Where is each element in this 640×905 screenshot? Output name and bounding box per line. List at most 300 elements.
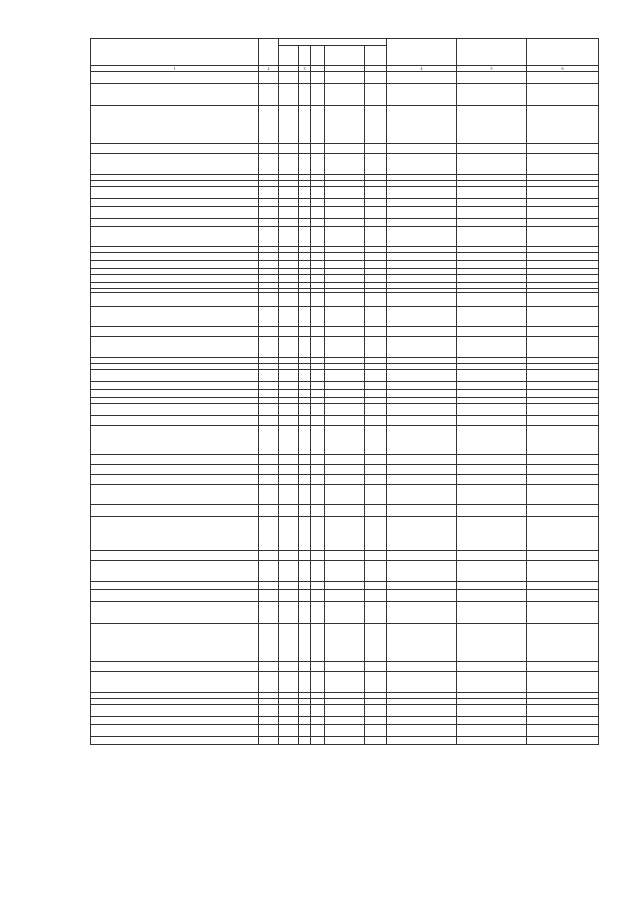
cell-name: [91, 261, 259, 269]
cell-unexecuted: [527, 337, 599, 358]
cell-section: [299, 404, 311, 416]
cell-unexecuted: [527, 404, 599, 416]
cell-code: [259, 84, 279, 106]
cell-name: [91, 455, 259, 465]
cell-target: [325, 517, 365, 551]
cell-code: [259, 465, 279, 475]
cell-chief: [279, 624, 299, 662]
cell-target: [325, 390, 365, 398]
cell-section: [299, 187, 311, 199]
table-row: [91, 725, 599, 737]
cell-section: [299, 475, 311, 485]
cell-approved: [387, 382, 457, 390]
cell-name: [91, 582, 259, 590]
cell-chief: [279, 253, 299, 261]
cell-type: [365, 327, 387, 337]
cell-target: [325, 737, 365, 745]
cell-executed: [457, 307, 527, 327]
cell-section: [299, 737, 311, 745]
cell-subsection: [311, 705, 325, 717]
cell-target: [325, 662, 365, 672]
cell-name: [91, 705, 259, 717]
table-row: [91, 582, 599, 590]
cell-section: [299, 485, 311, 505]
cell-approved: [387, 84, 457, 106]
cell-chief: [279, 505, 299, 517]
cell-target: [325, 199, 365, 207]
cell-chief: [279, 106, 299, 144]
cell-unexecuted: [527, 327, 599, 337]
cell-executed: [457, 227, 527, 247]
cell-type: [365, 275, 387, 283]
cell-target: [325, 154, 365, 175]
cell-executed: [457, 199, 527, 207]
cell-name: [91, 404, 259, 416]
cell-approved: [387, 705, 457, 717]
cell-executed: [457, 382, 527, 390]
cell-executed: [457, 72, 527, 84]
cell-type: [365, 337, 387, 358]
cell-executed: [457, 106, 527, 144]
cell-chief: [279, 307, 299, 327]
cell-target: [325, 561, 365, 582]
cell-name: [91, 154, 259, 175]
cell-executed: [457, 390, 527, 398]
cell-type: [365, 725, 387, 737]
cell-chief: [279, 551, 299, 561]
cell-section: [299, 624, 311, 662]
cell-code: [259, 106, 279, 144]
cell-executed: [457, 337, 527, 358]
cell-subsection: [311, 227, 325, 247]
cell-unexecuted: [527, 227, 599, 247]
cell-code: [259, 275, 279, 283]
cell-executed: [457, 737, 527, 745]
cell-code: [259, 390, 279, 398]
cell-chief: [279, 416, 299, 426]
cell-executed: [457, 590, 527, 602]
cell-name: [91, 275, 259, 283]
cell-name: [91, 390, 259, 398]
cell-executed: [457, 207, 527, 219]
cell-approved: [387, 561, 457, 582]
cell-approved: [387, 261, 457, 269]
cell-approved: [387, 207, 457, 219]
cell-chief: [279, 705, 299, 717]
cell-subsection: [311, 551, 325, 561]
cell-section: [299, 219, 311, 227]
cell-name: [91, 717, 259, 725]
cell-unexecuted: [527, 737, 599, 745]
col-code: [259, 39, 279, 66]
cell-code: [259, 219, 279, 227]
cell-type: [365, 187, 387, 199]
cell-section: [299, 465, 311, 475]
cell-name: [91, 662, 259, 672]
cell-approved: [387, 465, 457, 475]
cell-approved: [387, 602, 457, 624]
cell-subsection: [311, 327, 325, 337]
cell-unexecuted: [527, 725, 599, 737]
cell-executed: [457, 485, 527, 505]
cell-section: [299, 144, 311, 154]
cell-code: [259, 72, 279, 84]
table-row: [91, 551, 599, 561]
cell-subsection: [311, 426, 325, 455]
cell-unexecuted: [527, 187, 599, 199]
col-subsection: [311, 46, 325, 66]
cell-type: [365, 737, 387, 745]
table-row: [91, 275, 599, 283]
cell-code: [259, 187, 279, 199]
cell-type: [365, 84, 387, 106]
cell-approved: [387, 455, 457, 465]
cell-approved: [387, 219, 457, 227]
cell-chief: [279, 404, 299, 416]
cell-type: [365, 662, 387, 672]
cell-chief: [279, 72, 299, 84]
table-row: [91, 382, 599, 390]
cell-code: [259, 253, 279, 261]
cell-target: [325, 207, 365, 219]
cell-subsection: [311, 207, 325, 219]
table-row: [91, 307, 599, 327]
cell-name: [91, 551, 259, 561]
cell-code: [259, 717, 279, 725]
cell-approved: [387, 307, 457, 327]
cell-subsection: [311, 662, 325, 672]
cell-type: [365, 307, 387, 327]
cell-chief: [279, 485, 299, 505]
table-row: [91, 261, 599, 269]
cell-approved: [387, 737, 457, 745]
cell-type: [365, 475, 387, 485]
cell-unexecuted: [527, 199, 599, 207]
cell-section: [299, 293, 311, 307]
cell-approved: [387, 624, 457, 662]
cell-section: [299, 207, 311, 219]
cell-unexecuted: [527, 485, 599, 505]
cell-type: [365, 404, 387, 416]
cell-target: [325, 337, 365, 358]
cell-approved: [387, 390, 457, 398]
cell-approved: [387, 154, 457, 175]
cell-target: [325, 307, 365, 327]
table-row: [91, 154, 599, 175]
cell-code: [259, 551, 279, 561]
cell-executed: [457, 187, 527, 199]
table-row: [91, 106, 599, 144]
cell-subsection: [311, 253, 325, 261]
cell-subsection: [311, 275, 325, 283]
cell-unexecuted: [527, 465, 599, 475]
cell-type: [365, 582, 387, 590]
table-row: [91, 404, 599, 416]
cell-type: [365, 154, 387, 175]
cell-target: [325, 725, 365, 737]
table-row: [91, 455, 599, 465]
cell-chief: [279, 382, 299, 390]
cell-target: [325, 84, 365, 106]
cell-type: [365, 390, 387, 398]
table-row: [91, 416, 599, 426]
cell-section: [299, 551, 311, 561]
cell-unexecuted: [527, 590, 599, 602]
cell-type: [365, 207, 387, 219]
cell-chief: [279, 475, 299, 485]
cell-executed: [457, 505, 527, 517]
cell-chief: [279, 370, 299, 382]
column-number: 3: [299, 66, 311, 72]
cell-executed: [457, 84, 527, 106]
cell-executed: [457, 455, 527, 465]
cell-target: [325, 717, 365, 725]
cell-executed: [457, 662, 527, 672]
cell-subsection: [311, 590, 325, 602]
cell-target: [325, 551, 365, 561]
cell-chief: [279, 327, 299, 337]
cell-type: [365, 705, 387, 717]
cell-unexecuted: [527, 307, 599, 327]
cell-chief: [279, 207, 299, 219]
cell-target: [325, 602, 365, 624]
cell-executed: [457, 725, 527, 737]
cell-code: [259, 293, 279, 307]
cell-chief: [279, 455, 299, 465]
cell-approved: [387, 505, 457, 517]
cell-unexecuted: [527, 717, 599, 725]
cell-type: [365, 551, 387, 561]
cell-chief: [279, 293, 299, 307]
cell-code: [259, 590, 279, 602]
cell-approved: [387, 227, 457, 247]
table-row: [91, 475, 599, 485]
cell-unexecuted: [527, 382, 599, 390]
cell-section: [299, 154, 311, 175]
cell-subsection: [311, 219, 325, 227]
cell-name: [91, 72, 259, 84]
cell-chief: [279, 602, 299, 624]
cell-code: [259, 327, 279, 337]
cell-code: [259, 662, 279, 672]
cell-approved: [387, 426, 457, 455]
table-row: [91, 717, 599, 725]
cell-target: [325, 485, 365, 505]
cell-type: [365, 219, 387, 227]
table-row: [91, 426, 599, 455]
cell-approved: [387, 672, 457, 693]
cell-type: [365, 485, 387, 505]
cell-section: [299, 426, 311, 455]
cell-approved: [387, 144, 457, 154]
cell-type: [365, 426, 387, 455]
cell-code: [259, 672, 279, 693]
cell-name: [91, 382, 259, 390]
cell-chief: [279, 219, 299, 227]
cell-subsection: [311, 465, 325, 475]
cell-unexecuted: [527, 517, 599, 551]
cell-name: [91, 561, 259, 582]
table-row: [91, 602, 599, 624]
cell-subsection: [311, 187, 325, 199]
cell-name: [91, 416, 259, 426]
cell-type: [365, 717, 387, 725]
cell-section: [299, 275, 311, 283]
cell-approved: [387, 72, 457, 84]
cell-target: [325, 455, 365, 465]
cell-subsection: [311, 144, 325, 154]
cell-name: [91, 426, 259, 455]
cell-target: [325, 705, 365, 717]
cell-type: [365, 517, 387, 551]
cell-subsection: [311, 382, 325, 390]
cell-code: [259, 207, 279, 219]
cell-executed: [457, 717, 527, 725]
cell-executed: [457, 426, 527, 455]
cell-code: [259, 307, 279, 327]
cell-executed: [457, 219, 527, 227]
cell-code: [259, 370, 279, 382]
cell-target: [325, 582, 365, 590]
cell-target: [325, 144, 365, 154]
cell-subsection: [311, 455, 325, 465]
cell-unexecuted: [527, 261, 599, 269]
cell-target: [325, 404, 365, 416]
cell-subsection: [311, 416, 325, 426]
cell-name: [91, 725, 259, 737]
cell-code: [259, 154, 279, 175]
cell-section: [299, 199, 311, 207]
table-row: [91, 327, 599, 337]
cell-approved: [387, 475, 457, 485]
cell-type: [365, 293, 387, 307]
cell-executed: [457, 253, 527, 261]
cell-chief: [279, 84, 299, 106]
cell-subsection: [311, 505, 325, 517]
cell-name: [91, 624, 259, 662]
cell-approved: [387, 416, 457, 426]
cell-approved: [387, 517, 457, 551]
table-row: [91, 293, 599, 307]
cell-target: [325, 72, 365, 84]
cell-executed: [457, 672, 527, 693]
cell-subsection: [311, 624, 325, 662]
cell-executed: [457, 465, 527, 475]
cell-chief: [279, 390, 299, 398]
cell-type: [365, 261, 387, 269]
column-number: 2: [259, 66, 279, 72]
cell-code: [259, 705, 279, 717]
cell-name: [91, 475, 259, 485]
cell-name: [91, 293, 259, 307]
table-row: [91, 705, 599, 717]
cell-chief: [279, 672, 299, 693]
cell-unexecuted: [527, 455, 599, 465]
cell-section: [299, 662, 311, 672]
cell-section: [299, 72, 311, 84]
cell-name: [91, 307, 259, 327]
col-chief: [279, 46, 299, 66]
cell-unexecuted: [527, 144, 599, 154]
column-number: 5: [457, 66, 527, 72]
cell-section: [299, 582, 311, 590]
cell-executed: [457, 416, 527, 426]
cell-chief: [279, 517, 299, 551]
cell-section: [299, 455, 311, 465]
cell-target: [325, 370, 365, 382]
cell-unexecuted: [527, 390, 599, 398]
cell-unexecuted: [527, 602, 599, 624]
cell-chief: [279, 725, 299, 737]
cell-type: [365, 253, 387, 261]
cell-chief: [279, 261, 299, 269]
cell-name: [91, 187, 259, 199]
cell-name: [91, 84, 259, 106]
cell-subsection: [311, 602, 325, 624]
cell-unexecuted: [527, 154, 599, 175]
cell-target: [325, 624, 365, 662]
cell-target: [325, 382, 365, 390]
cell-type: [365, 624, 387, 662]
cell-target: [325, 106, 365, 144]
cell-name: [91, 144, 259, 154]
col-target: [325, 46, 365, 66]
cell-approved: [387, 327, 457, 337]
cell-approved: [387, 253, 457, 261]
cell-section: [299, 382, 311, 390]
cell-subsection: [311, 717, 325, 725]
cell-subsection: [311, 307, 325, 327]
cell-executed: [457, 475, 527, 485]
cell-code: [259, 144, 279, 154]
cell-subsection: [311, 199, 325, 207]
cell-section: [299, 227, 311, 247]
table-row: [91, 505, 599, 517]
cell-target: [325, 187, 365, 199]
cell-target: [325, 505, 365, 517]
cell-section: [299, 416, 311, 426]
cell-executed: [457, 327, 527, 337]
cell-type: [365, 370, 387, 382]
table-row: [91, 517, 599, 551]
cell-target: [325, 672, 365, 693]
cell-executed: [457, 261, 527, 269]
cell-name: [91, 602, 259, 624]
cell-target: [325, 261, 365, 269]
cell-code: [259, 261, 279, 269]
cell-approved: [387, 187, 457, 199]
cell-chief: [279, 144, 299, 154]
cell-name: [91, 505, 259, 517]
table-row: [91, 84, 599, 106]
cell-section: [299, 370, 311, 382]
cell-code: [259, 517, 279, 551]
table-row: [91, 485, 599, 505]
cell-target: [325, 590, 365, 602]
col-name: [91, 39, 259, 66]
cell-unexecuted: [527, 207, 599, 219]
col-section: [299, 46, 311, 66]
column-number: 1: [91, 66, 259, 72]
cell-subsection: [311, 370, 325, 382]
cell-name: [91, 337, 259, 358]
cell-unexecuted: [527, 106, 599, 144]
cell-unexecuted: [527, 72, 599, 84]
cell-section: [299, 307, 311, 327]
cell-name: [91, 253, 259, 261]
cell-subsection: [311, 517, 325, 551]
cell-section: [299, 705, 311, 717]
